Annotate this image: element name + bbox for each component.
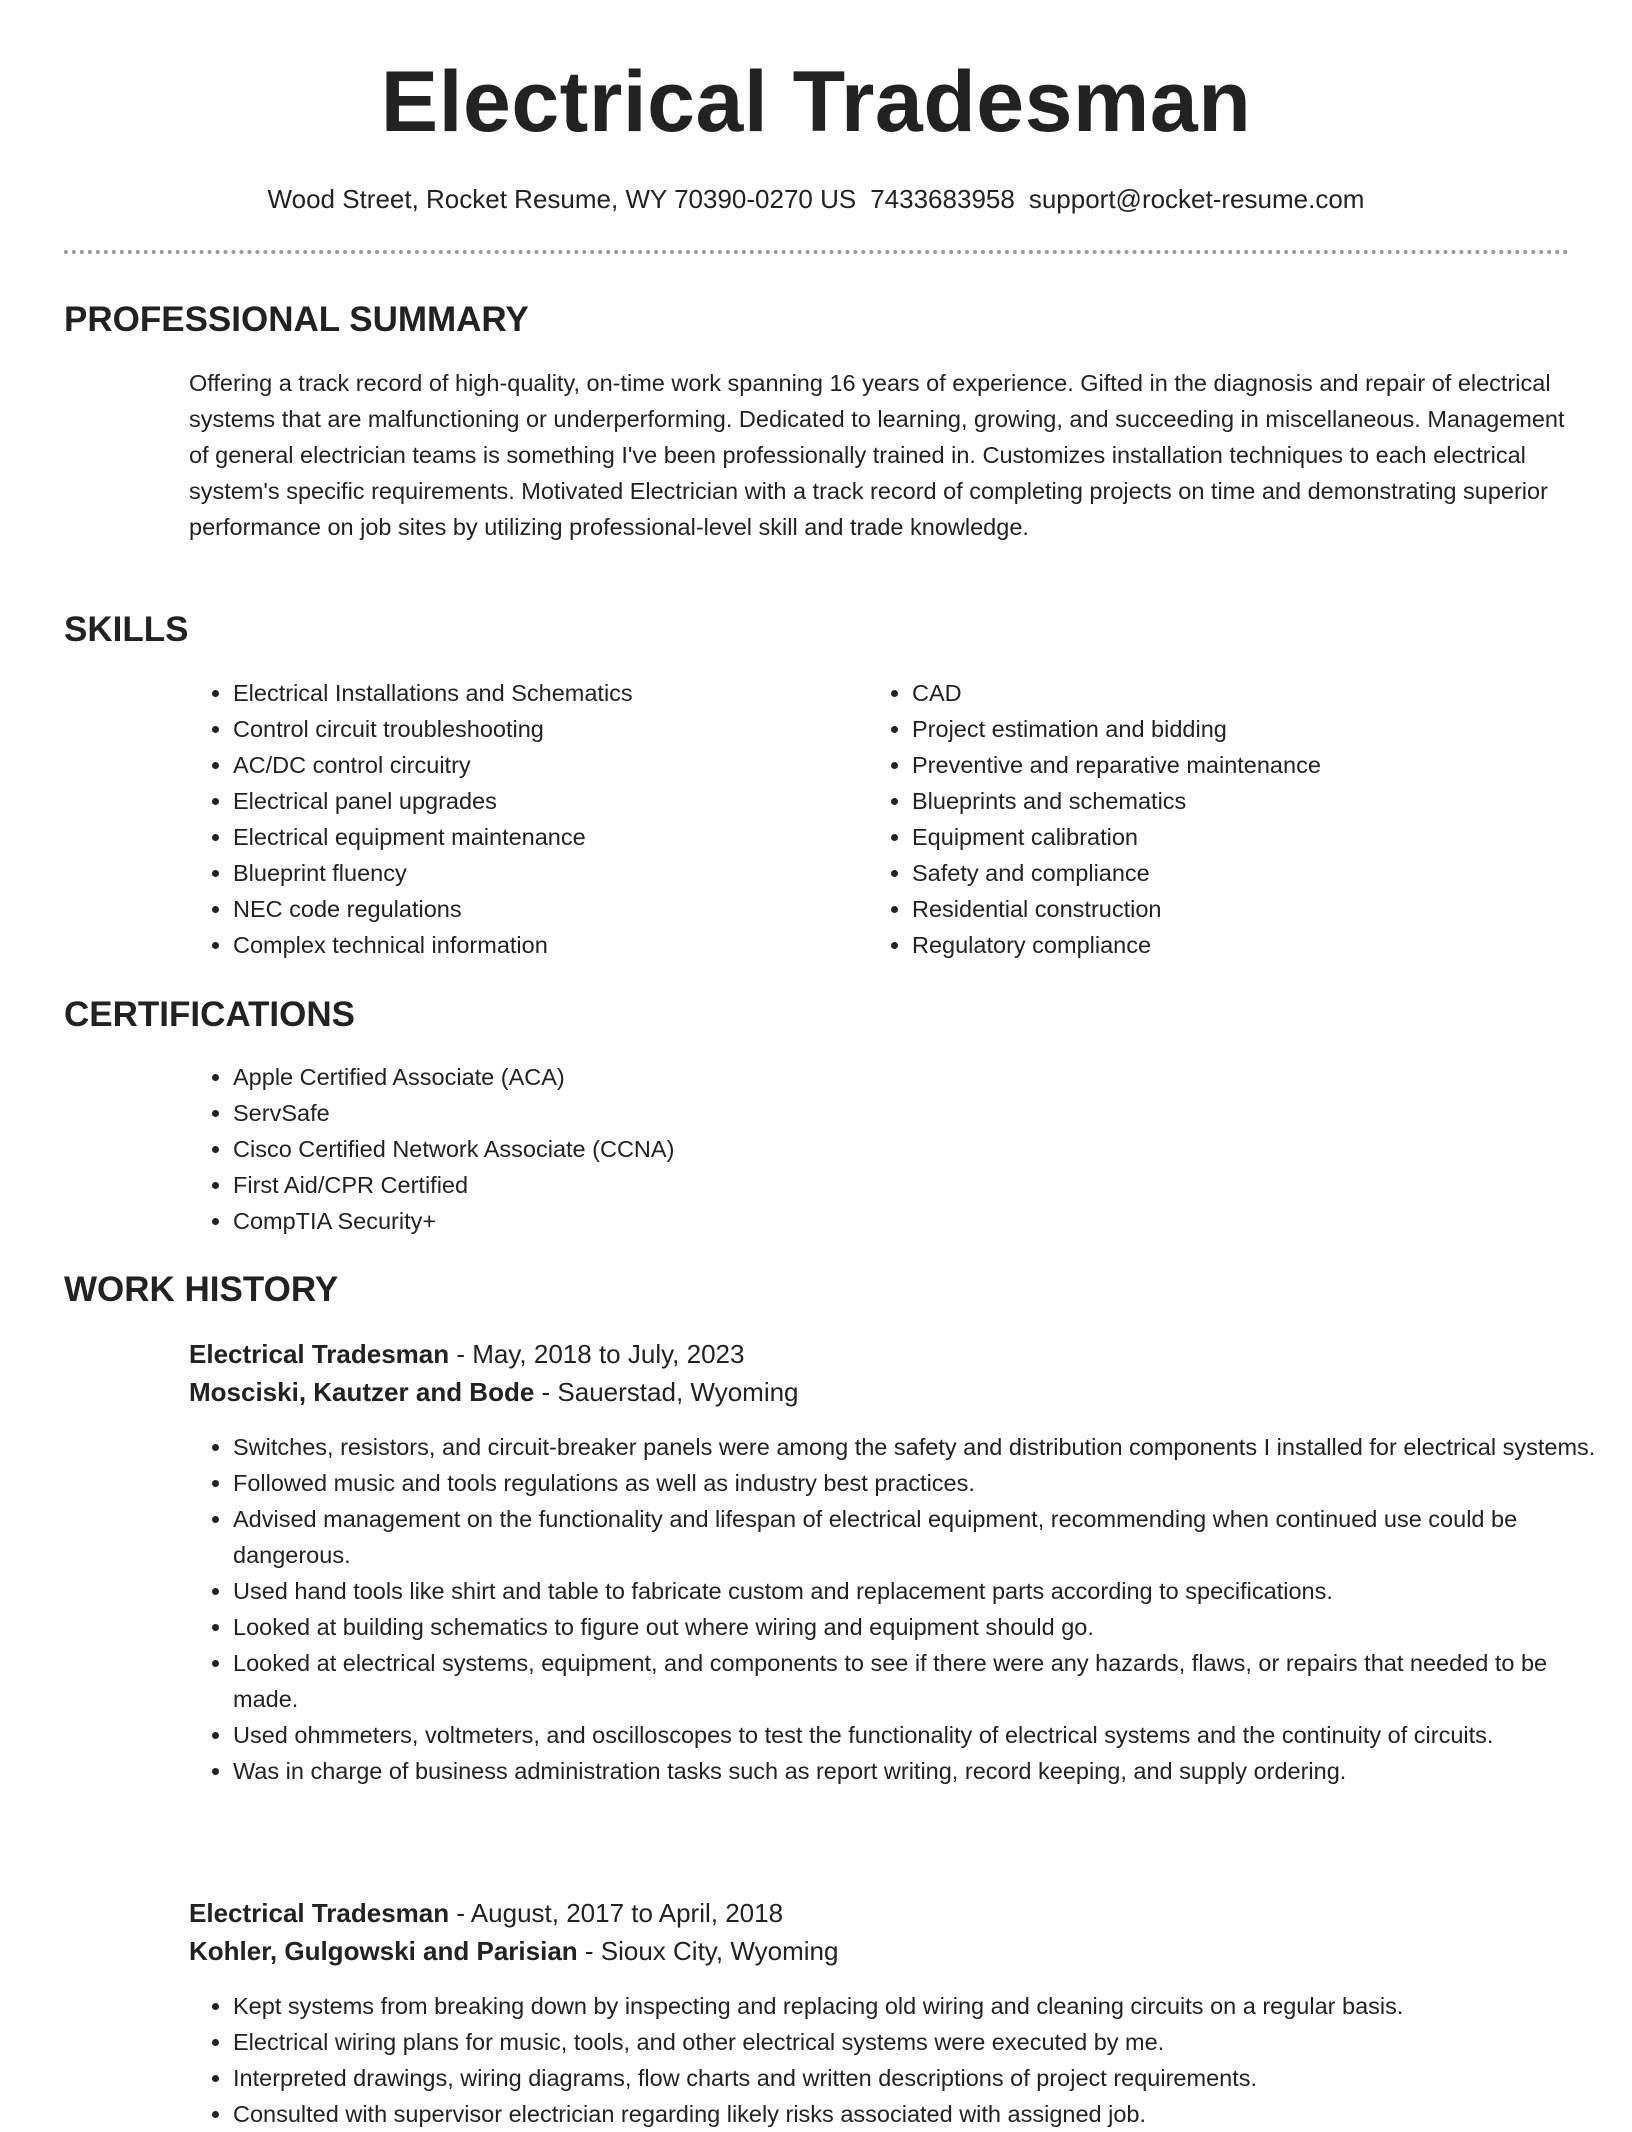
skill-item: • Residential construction bbox=[912, 891, 1532, 927]
skill-item: • Safety and compliance bbox=[912, 855, 1532, 891]
job-duty-item: • Used hand tools like shirt and table to fabricate custom and replacement parts according to specifications. bbox=[233, 1573, 1613, 1609]
skill-item: • Blueprints and schematics bbox=[912, 783, 1532, 819]
skill-item: • Regulatory compliance bbox=[912, 927, 1532, 963]
skill-item: • Electrical equipment maintenance bbox=[233, 819, 853, 855]
header-divider bbox=[64, 250, 1569, 254]
certification-item: • ServSafe bbox=[233, 1095, 1133, 1131]
certification-item: • Apple Certified Associate (ACA) bbox=[233, 1059, 1133, 1095]
summary-heading: PROFESSIONAL SUMMARY bbox=[64, 300, 529, 339]
job-dates: - August, 2017 to April, 2018 bbox=[449, 1898, 784, 1928]
skill-item: • Project estimation and bidding bbox=[912, 711, 1532, 747]
job-role: Electrical Tradesman bbox=[189, 1898, 450, 1928]
skill-item: • AC/DC control circuitry bbox=[233, 747, 853, 783]
job-title-line bbox=[189, 1894, 783, 1932]
job-duty-item: • Interpreted drawings, wiring diagrams, flow charts and written descriptions of project requirements. bbox=[233, 2060, 1613, 2096]
job-role: Electrical Tradesman bbox=[189, 1339, 450, 1369]
skills-list-right bbox=[868, 675, 1532, 963]
skill-item: • Equipment calibration bbox=[912, 819, 1532, 855]
job-duty-item: • Was in charge of business administration tasks such as report writing, record keeping, and supply ordering. bbox=[233, 1753, 1613, 1789]
job-duty-item: • Looked at electrical systems, equipment, and components to see if there were any hazards, flaws, or repairs that needed to be made. bbox=[233, 1645, 1613, 1717]
resume-name: Electrical Tradesman bbox=[380, 54, 1252, 150]
skill-item: • Control circuit troubleshooting bbox=[233, 711, 853, 747]
contact-address: Wood Street, Rocket Resume, WY 70390-0270 US bbox=[267, 184, 857, 214]
job-duty-item: • Looked at building schematics to figure out where wiring and equipment should go. bbox=[233, 1609, 1613, 1645]
job-company: Kohler, Gulgowski and Parisian bbox=[189, 1936, 578, 1966]
job-duty-item: • Switches, resistors, and circuit-breaker panels were among the safety and distribution components I installed for electrical systems. bbox=[233, 1429, 1613, 1465]
job-company-line bbox=[189, 1932, 838, 1970]
contact-line bbox=[0, 181, 1632, 217]
contact-email: support@rocket-resume.com bbox=[1028, 184, 1365, 214]
skills-heading: SKILLS bbox=[64, 610, 189, 649]
job-duty-item: • Followed music and tools regulations as well as industry best practices. bbox=[233, 1465, 1613, 1501]
job-company: Mosciski, Kautzer and Bode bbox=[189, 1377, 535, 1407]
skill-item: • Electrical Installations and Schematics bbox=[233, 675, 853, 711]
skill-item: • NEC code regulations bbox=[233, 891, 853, 927]
skills-list-left bbox=[189, 675, 853, 963]
skill-item: • Electrical panel upgrades bbox=[233, 783, 853, 819]
job-duties-list bbox=[189, 1988, 1613, 2132]
job-duty-item: • Electrical wiring plans for music, tools, and other electrical systems were executed by me. bbox=[233, 2024, 1613, 2060]
certifications-list bbox=[189, 1059, 1133, 1239]
job-duty-item: • Used ohmmeters, voltmeters, and oscilloscopes to test the functionality of electrical systems and the continuity of circuits. bbox=[233, 1717, 1613, 1753]
summary-text: Offering a track record of high-quality, on-time work spanning 16 years of experience. Gifted in the diagnosis and repair of electrical systems that are malfunctioning or underperforming. Dedicated to learning, growing, and succeeding in miscellaneous. Management of general electrician teams is something I've been professionally trained in. Customizes installation techniques to each electrical system's specific requirements. Motivated Electrician with a track record of completing projects on time and demonstrating superior performance on job sites by utilizing professional-level skill and trade knowledge. bbox=[189, 370, 1565, 540]
certification-item: • CompTIA Security+ bbox=[233, 1203, 1133, 1239]
job-duty-item: • Advised management on the functionality and lifespan of electrical equipment, recommending when continued use could be dangerous. bbox=[233, 1501, 1613, 1573]
job-company-line bbox=[189, 1373, 799, 1411]
job-duty-item: • Consulted with supervisor electrician regarding likely risks associated with assigned job. bbox=[233, 2096, 1613, 2132]
certification-item: • Cisco Certified Network Associate (CCNA) bbox=[233, 1131, 1133, 1167]
job-location: - Sioux City, Wyoming bbox=[577, 1936, 839, 1966]
work-history-heading: WORK HISTORY bbox=[64, 1270, 339, 1309]
job-title-line bbox=[189, 1335, 744, 1373]
job-duties-list bbox=[189, 1429, 1613, 1789]
skill-item: • Complex technical information bbox=[233, 927, 853, 963]
certification-item: • First Aid/CPR Certified bbox=[233, 1167, 1133, 1203]
certifications-heading: CERTIFICATIONS bbox=[64, 995, 356, 1034]
contact-phone: 7433683958 bbox=[870, 184, 1015, 214]
skill-item: • Blueprint fluency bbox=[233, 855, 853, 891]
job-duty-item: • Kept systems from breaking down by inspecting and replacing old wiring and cleaning circuits on a regular basis. bbox=[233, 1988, 1613, 2024]
job-dates: - May, 2018 to July, 2023 bbox=[449, 1339, 745, 1369]
skill-item: • Preventive and reparative maintenance bbox=[912, 747, 1532, 783]
job-location: - Sauerstad, Wyoming bbox=[534, 1377, 799, 1407]
skill-item: • CAD bbox=[912, 675, 1532, 711]
